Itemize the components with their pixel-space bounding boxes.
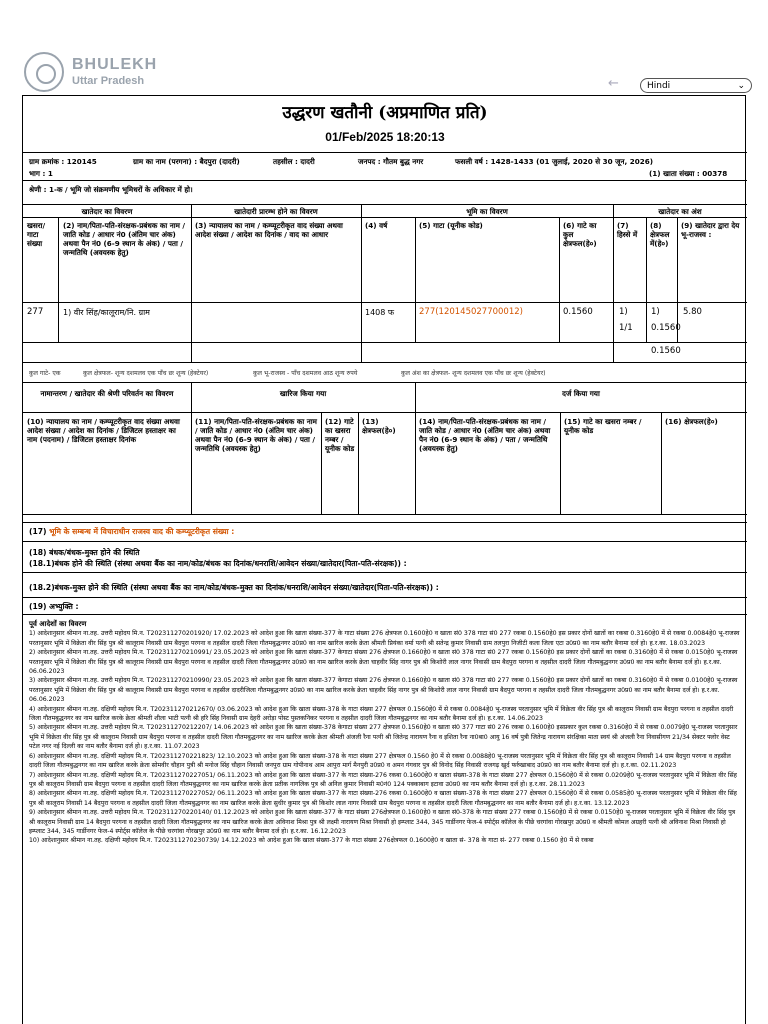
section-17 <box>29 527 234 536</box>
row-gata-link[interactable]: 277(120145027700012) <box>419 307 523 317</box>
fasli-year: फसली वर्ष : 1428-1433 (01 जुलाई, 2020 से 30 जून, 2026) <box>455 157 653 166</box>
row-revenue: 5.80 <box>683 307 702 317</box>
brand-state: Uttar Pradesh <box>72 75 145 87</box>
document-title: उद्धरण खतौनी (अप्रमाणित प्रति) <box>282 103 488 123</box>
chevron-down-icon: ⌄ <box>737 81 745 91</box>
order-item: 1) आदेशानुसार श्रीमान ना.तह. उत्तरी महोदय मि.न. T202311270201920/ 17.02.2023 को आदेश हुआ कि खाता संख्या-377 के गाटा संख्या 276 क्षेत्रफल 0.1600हे0 व खाता सं0 378 गाटा सं0 277 रकबा 0.1560हे0 इस प्रकार दोनों खातों का रकबा 0.3160हे0 में से रकबा 0.0084हे0 भू-राजस्व परतानुसार भूमि में विक्रेता वीर सिंह पुत्र श्री कालूराम निवासी ग्राम बैदपुरा परगना व तहसील दादरी जिला गौतमबुद्धनगर उ0प्र0 का नाम खारिज करके क्रेता श्रीमती प्रियंका वर्मा पत्नी श्री सतेन्द्र कुमार निवासी ग्राम तलपुरा निजीटी कला जिला एटा उ0प्र0 का नाम बतौर बैनामा दर्ज हो। ह.र.का. 18.03.2023 <box>29 630 740 647</box>
col-year: (4) वर्ष <box>365 221 388 230</box>
col-15: (15) गाटे का खसरा नम्बर / यूनीक कोड <box>564 417 642 435</box>
col-court: (3) न्यायालय का नाम / कम्प्यूटरीकृत वाद संख्या अथवा आदेश संख्या / आदेश का दिनांक / वाद का आधार <box>195 221 343 239</box>
order-item: 5) आदेशानुसार श्रीमान ना.तह. उत्तरी महोदय मि.न. T202311270212207/ 14.06.2023 को आदेश हुआ कि खाता संख्या-378 केगाटा संख्या 277 क्षेत्रफल 0.1560हे0 व खाता सं0 377 गाटा सं0 276 रकबा 0.1600हे0 इसप्रकार कुल रकबा 0.3160हे0 में से रकबा 0.0079हे0 भू-राजस्व परतानुसार भूमि में विक्रेता वीर सिंह पुत्र श्री कालूराम निवासी ग्राम बैदपुरा परगना व तहसील दादरी जिला गौतमबुद्धनगर का नाम खारिज करके क्रेता श्रीमती अंजली रैना पत्नी श्री जितेन्द्र नारायण रैना व इशिता रैना ना0बा0 आयु 16 वर्ष पुत्री जितेन्द्र नारायण संरक्षिका माता स्वयं श्री अंजली रैना निवासीगण 21/34 सेक्टर फ्लोर वेस्ट पटेल नगर नई दिल्ली का नाम बतौर बैनामा दर्ज हो। ह.र.का. 11.07.2023 <box>29 724 738 751</box>
summary-gata-count: कुल गाटे- एक <box>29 370 61 377</box>
section-17-label: भूमि के सम्बन्ध में विचाराधीन राजस्व वाद की कम्प्यूटरीकृत संख्या : <box>49 527 235 536</box>
language-select-value: Hindi <box>647 81 671 91</box>
section-18: (18) बंधक/बंधक-मुक्त होने की स्थिति <box>29 548 140 557</box>
land-category: श्रेणी : 1-क / भूमि जो संक्रमणीय भूमिधरों के अधिकार में हो। <box>29 185 193 194</box>
row-share-fraction: 1/1 <box>619 323 633 333</box>
col-name: (2) नाम/पिता-पति-संरक्षक-प्रबंधक का नाम / जाति कोड / आधार नं0 (अंतिम चार अंक) अथवा पैन नं0 (6-9 स्थान के अंक) / पता / जन्मतिथि (अवयस्क हेतु) <box>63 221 186 257</box>
row-khasra: 277 <box>27 307 44 317</box>
order-item: 9) आदेशानुसार श्रीमान ना.तह. उत्तरी महोदय मि.न. T202311270220140/ 01.12.2023 को आदेश हुआ कि खाता संख्या-377 के गाटा संख्या 276क्षेत्रफल 0.1600हे0 व खाता सं0-378 के गाटा संख्या 277 रकबा 0.1560हे0 में से रकबा 0.0150हे0 भू-राजस्व परतानुसार भूमि में विक्रेता वीर सिंह पुत्र श्री कालूराम निवासी ग्राम 14 बैदपुरा परगना व तहसील दादरी जिला गौतमबुद्धनगर का नाम खारिज करके क्रेता अविनाश मिश्रा पुत्र श्री लक्ष्मी नारायण मिश्रा निवासी हो इम्प्लाट 344, 345 गार्डीनगर फेज-4 स्पोर्ट्स कॉलेज के पीछे चरगांवा गोरखपुर उ0प्र0 व श्रीमती कोमल अग्रहरी पत्नी श्री अविनाश मिश्रा निवासी हो इम्प्लाट 344, 345 गार्डीनगर फेज-4 स्पोर्ट्स कॉलेज के पीछे चरगांवा गोरखपुर उ0प्र0 का नाम बतौर बैनामा दर्ज हो। ह.र.का. 16.12.2023 <box>29 809 736 835</box>
order-item: 3) आदेशानुसार श्रीमान ना.तह. उत्तरी महोदय मि.न. T202311270210990/ 23.05.2023 को आदेश हुआ कि खाता संख्या-377 केगाटा संख्या 276 क्षेत्रफल 0.1660हे0 व खाता सं0 378 गाटा सं0 277 रकबा 0.1560हे0 इस प्रकार दोनों खातों का रकबा 0.3160हे0 में से रकबा 0.0100हे0 भू-राजस्व परतानुसार भूमि में विक्रेता वीर सिंह पुत्र श्री कालूराम निवासी ग्राम बैदपुरा परगना व तहसील दादरीजिला गौतमबुद्धनगर उ0प्र0 का नाम खारिज करके क्रेता चाहवीर सिंह नागर पुत्र श्री किशोरी लाल नागर निवासी ग्राम बैदपुरा परगना व तहसील दादरी जिला गौतमबुद्धनगर उ0प्र0 का नाम बतौर बैनामा दर्ज हो। ह.र.का. 06.06.2023 <box>29 677 738 704</box>
col-khasra: खसरा/ गाटा संख्या <box>27 221 46 248</box>
summary-share-area: कुल अंश का क्षेत्रफल- शून्य दशमलव एक पाँच छः शून्य (हेक्टेयर) <box>401 370 546 377</box>
section-18-2: (18.2)बंधक-मुक्त होने की स्थिति (संस्था अथवा बैंक का नाम/कोड/बंधक-मुक्त का दिनांक/धनराशि/आवेदन संख्या/खातेदार(पिता-पति-संरक्षक)) : <box>29 583 439 592</box>
col-revenue: (9) खातेदार द्वारा देय भू-राजस्व : <box>681 221 740 239</box>
col-10: (10) न्यायालय का नाम / कम्प्यूटरीकृत वाद संख्या अथवा आदेश संख्या / आदेश का दिनांक / डिजिटल हस्ताक्षर का नाम (पदनाम) / डिजिटल हस्ताक्षर दिनांक <box>27 417 180 444</box>
total-share-area: 0.1560 <box>651 346 681 356</box>
section-18-1: (18.1)बंधक होने की स्थिति (संस्था अथवा बैंक का नाम/कोड/बंधक का दिनांक/धनराशि/आवेदन संख्या/खातेदार(पिता-पति-संरक्षक)) : <box>29 559 407 568</box>
t2-group-removed: खारिज किया गया <box>279 389 327 398</box>
orders-heading: पूर्व आदेशों का विवरण <box>29 620 87 628</box>
col-13: (13) क्षेत्रफल(हे०) <box>362 417 396 435</box>
t2-group-mutation: नामान्तरण / खातेदार की श्रेणी परिवर्तन का विवरण <box>40 389 174 398</box>
khata-number: (1) खाता संख्या : 00378 <box>649 169 728 178</box>
row-holder-name: 1) वीर सिंह/कालूराम/नि. ग्राम <box>63 308 150 317</box>
row-share-area: 0.1560 <box>651 323 681 333</box>
row-share-area-index: 1) <box>651 307 660 317</box>
section-17-number: (17) <box>29 527 47 536</box>
previous-orders <box>29 620 741 846</box>
col-14: (14) नाम/पिता-पति-संरक्षक-प्रबंधक का नाम / जाति कोड / आधार नं0 (अंतिम चार अंक) अथवा पैन नं0 (6-9 स्थान के अंक) / पता / जन्मतिथि (अवयस्क हेतु) <box>419 417 551 453</box>
t1-group-share: खातेदार का अंश <box>658 207 702 216</box>
row-total-area: 0.1560 <box>563 307 593 317</box>
up-emblem-logo-icon <box>24 52 64 92</box>
district: जनपद : गौतम बुद्ध नगर <box>358 157 424 166</box>
row-share-index: 1) <box>619 307 628 317</box>
order-item: 6) आदेशानुसार श्रीमान ना.तह. दक्षिणी महोदय मि.न. T202311270221823/ 12.10.2023 को आदेश हुआ कि खाता संख्या-378 के गाटा संख्या 277 क्षेत्रफल 0.1560 हे0 में से रकबा 0.0088हे0 भू-राजस्व परतानुसार भूमि में विक्रेता वीर सिंह पुत्र श्री कालूराम निवासी 14 ग्राम बैदपुरा परगना व तहसील दादरी जिला गौतमबुद्धनगर का नाम खारिज करके क्रेता सोमवीर चौहान पुत्री श्री मनोज सिंह चौहान निवासी जनपुरा ग्राम गोपीनाथ आम आपुरा मार्ग मैनपुरी उ0प्र0 व अमन गंगवार पुत्र श्री विनोद सिंह निवासी राजगढ़ खुर्द फर्रुखाबाद उ0प्र0 का नाम बतौर बैनामा दर्ज हो। ह.र.का. 02.11.2023 <box>29 752 731 770</box>
khatauni-document <box>22 95 746 1024</box>
back-arrow-icon[interactable]: ← <box>608 76 619 91</box>
row-year: 1408 फ <box>365 308 395 317</box>
order-item: 2) आदेशानुसार श्रीमान ना.तह. उत्तरी महोदय मि.न. T202311270210991/ 23.05.2023 को आदेश हुआ कि खाता संख्या-377 केगाटा संख्या 276 क्षेत्रफल 0.1660हे0 व खाता सं0 378 गाटा सं0 277 रकबा 0.1560हे0 इस प्रकार दोनों खातों का रकबा 0.3160हे0 में से रकबा 0.0150हे0 भू-राजस्व परतानुसार भूमि में विक्रेता वीर सिंह पुत्र श्री कालूराम निवासी ग्राम बैदपुरा परगना व तहसील दादरी जिला गौतमबुद्धनगर उ0प्र0 का नाम खारिज करके क्रेता चाहवीर सिंह नागर पुत्र श्री किशोरी लाल नागर निवासी ग्राम बैदपुरा परगना व तहसील दादरी जिला गौतमबुद्धनगर उ0प्र0 का नाम बतौर बैनामा दर्ज हो। ह.र.का. 06.06.2023 <box>29 649 738 676</box>
order-item: 10) आदेशानुसार श्रीमान ना.तह. दक्षिणी महोदय मि.न. T202311270230739/ 14.12.2023 को आदेश हुआ कि खाता संख्या-377 के गाटा संख्या 276क्षेत्रफल 0.1600हे0 व खाता सं- 378 के गाटा सं- 277 रकबा 0.1560 हे0 में से रकबा <box>29 837 594 845</box>
col-share-area: (8) क्षेत्रफल में(हे०) <box>650 221 670 248</box>
summary-revenue: कुल भू-राजस्व - पाँच दशमलव आठ शून्य रुपये <box>253 370 358 377</box>
site-header <box>0 0 768 92</box>
col-16: (16) क्षेत्रफल(हे०) <box>665 417 718 426</box>
t1-group-land: भूमि का विवरण <box>466 207 508 216</box>
order-item: 8) आदेशानुसार श्रीमान ना.तह. दक्षिणी महोदय मि.न. T202311270227052/ 06.11.2023 को आदेश हुआ कि खाता संख्या-377 के गाटा संख्या-276 रकबा 0.1600हे0 व खाता संख्या-378 के गाटा संख्या 277 क्षेत्रफल 0.1560हे0 में से रकबा 0.0585हे0 भू-राजस्व परतानुसार भूमि में विक्रेता वीर सिंह पुत्र श्री कालूराम निवासी 14 बैदपुरा परगना व तहसील दादरी जिला गौतमबुद्धनगर का नाम खारिज करके क्रेता सुधीर कुमार पुत्र श्री किशोर लाल नागर निवासी ग्राम बैदपुरा परगना व तहसील दादरी जिला गौतमबुद्धनगर का नाम बतौर बैनामा दर्ज हो। ह.र.का. 13.12.2023 <box>29 790 737 807</box>
col-share: (7) हिस्से में <box>617 221 638 239</box>
document-date: 01/Feb/2025 18:20:13 <box>325 130 445 144</box>
t1-group-holder: खातेदार का विवरण <box>81 207 133 216</box>
t2-group-added: दर्ज किया गया <box>562 389 600 398</box>
col-gata: (5) गाटा (यूनीक कोड) <box>419 221 483 230</box>
tehsil: तहसील : दादरी <box>273 157 315 166</box>
order-item: 7) आदेशानुसार श्रीमान ना.तह. दक्षिणी महोदय मि.न. T202311270227051/ 06.11.2023 को आदेश हुआ कि खाता संख्या-377 के गाटा संख्या-276 रकबा 0.1600हे0 व खाता संख्या-378 के गाटा संख्या 277 क्षेत्रफल 0.1560हे0 में से रकबा 0.0209हे0 भू-राजस्व परतानुसार भूमि में विक्रेता वीर सिंह पुत्र श्री कालूराम निवासी ग्राम बैदपुरा परगना व तहसील दादरी जिला गौतमबुद्धनगर का नाम खारिज करके क्रेता प्रतीक नागलिक पुत्र श्री अनिल कुमार निवासी म0नं0 124 पक्काबाग इटावा उ0प्र0 का नाम बतौर बैनामा दर्ज हो। ह.र.का. 28.11.2023 <box>29 771 737 788</box>
order-item: 4) आदेशानुसार श्रीमान ना.तह. दक्षिणी महोदय मि.न. T202311270212670/ 03.06.2023 को आदेश हुआ कि खाता संख्या-378 के गाटा संख्या 277 क्षेत्रफल 0.1560हे0 में से रकबा 0.0084हे0 भू-राजस्व परतानुसार भूमि में विक्रेता वीर सिंह पुत्र श्री कालूराम निवासी ग्राम बैदपुरा परगना व तहसील दादरी जिला गौतमबुद्धनगर का नाम खारिज करके क्रेता श्रीमती शीला भाटी पत्नी श्री हरि सिंह निवासी ग्राम देहरी अरोड़ा पोस्ट पुस्तकनिकर परगना व तहसील दादरी जिला गौतमबुद्धनगर का नाम बतौर बैनामा दर्ज हो। ह.र.का. 14.06.2023 <box>29 705 734 723</box>
village-name: ग्राम का नाम (परगना) : बैदपुरा (दादरी) <box>133 157 240 166</box>
col-11: (11) नाम/पिता-पति-संरक्षक-प्रबंधक का नाम / जाति कोड / आधार नं0 (अंतिम चार अंक) अथवा पैन नं0 (6-9 स्थान के अंक) / पता / जन्मतिथि (अवयस्क हेतु) <box>195 417 317 453</box>
village-code: ग्राम क्रमांक : 120145 <box>29 157 97 166</box>
col-12: (12) गाटे का खसरा नम्बर / यूनीक कोड <box>325 417 355 453</box>
bhag: भाग : 1 <box>29 169 53 178</box>
summary-total-area: कुल क्षेत्रफल- शून्य दशमलव एक पाँच छः शून्य (हेक्टेयर) <box>83 370 209 377</box>
language-select[interactable] <box>640 78 752 93</box>
t1-group-start: खातेदारी प्रारम्भ होने का विवरण <box>234 207 318 216</box>
brand-name: BHULEKH <box>72 56 158 73</box>
section-19: (19) अभ्युक्ति : <box>29 602 79 611</box>
col-total-area: (6) गाटे का कुल क्षेत्रफल(हे०) <box>563 221 597 248</box>
